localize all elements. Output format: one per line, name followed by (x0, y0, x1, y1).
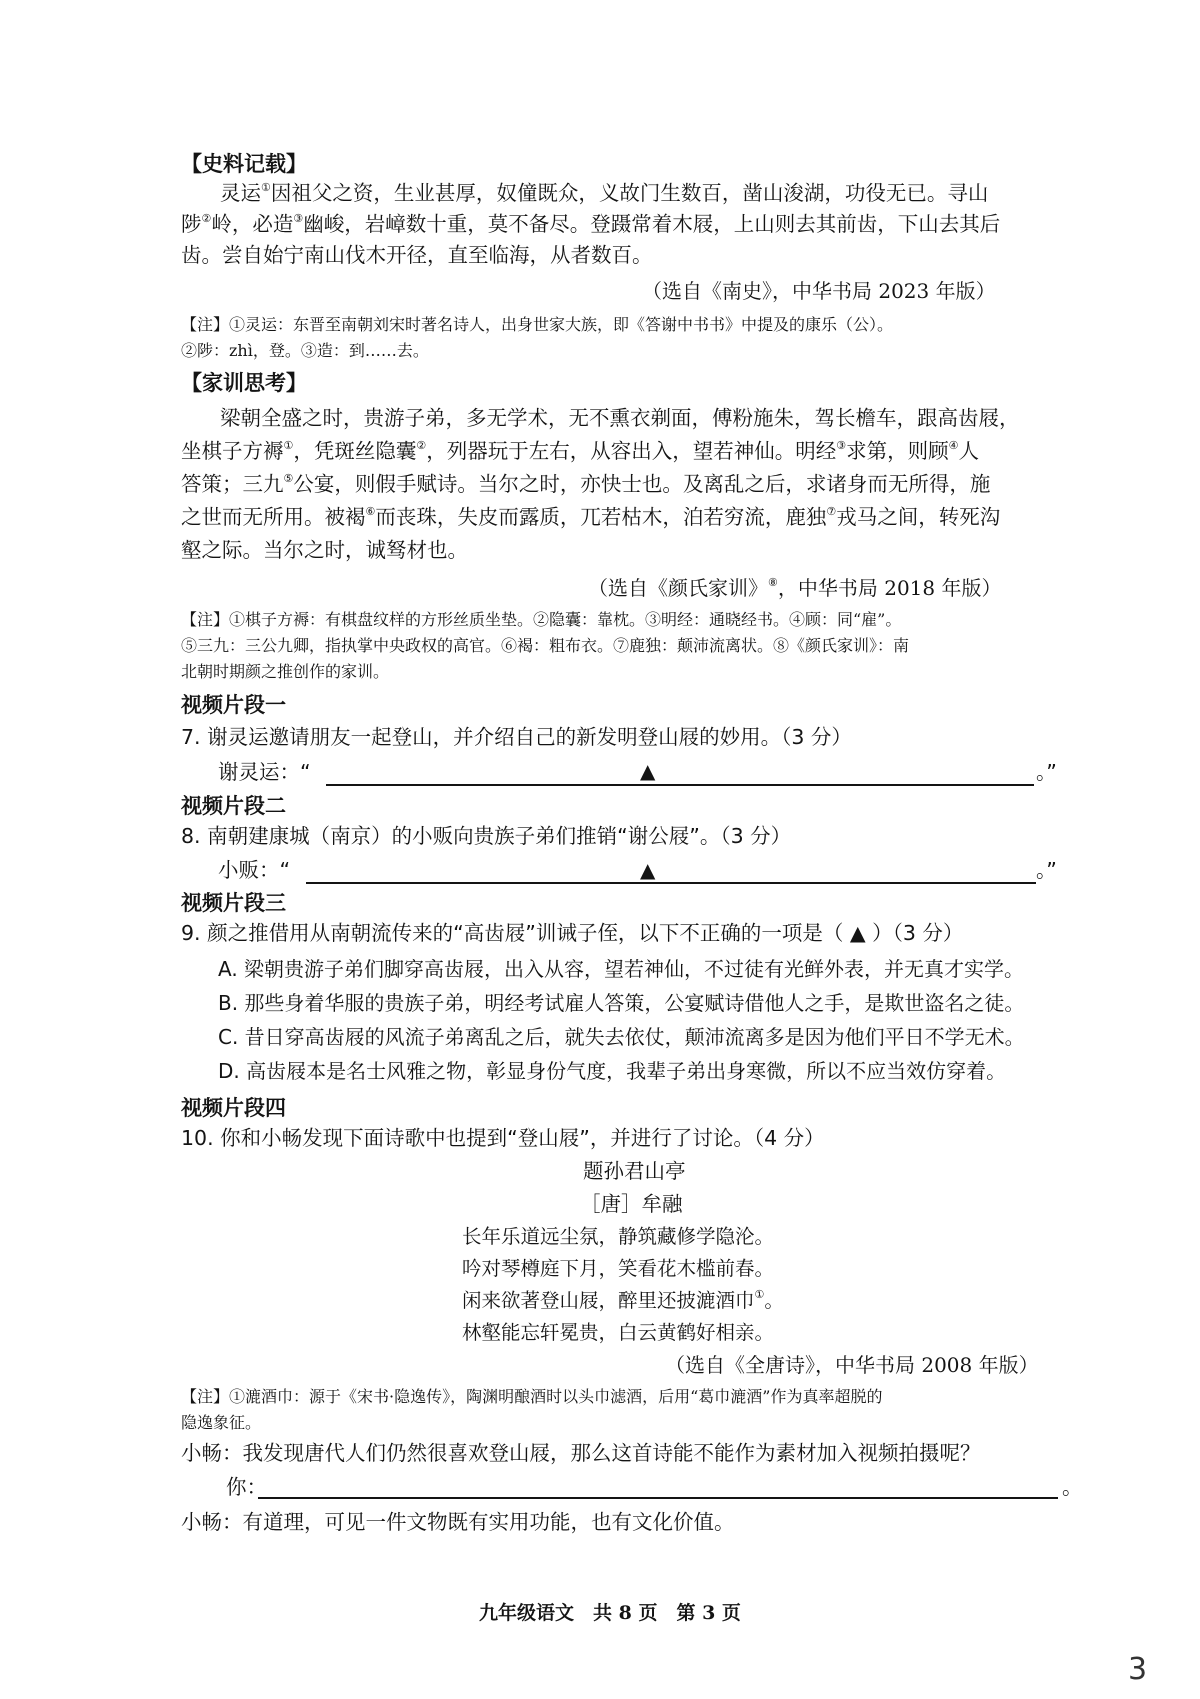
family-text-line: 答策；三九⑤公宴，则假手赋诗。当尔之时，亦快士也。及离乱之后，求诸身而无所得，施 (181, 472, 991, 496)
poem-author: ［唐］牟融 (580, 1192, 683, 1216)
footnote-ref: ③ (293, 212, 304, 225)
page-number: 3 (1128, 1652, 1148, 1687)
question-10: 10. 你和小畅发现下面诗歌中也提到“登山屐”，并进行了讨论。（4 分） (181, 1126, 825, 1150)
question-8: 8. 南朝建康城（南京）的小贩向贵族子弟们推销“谢公屐”。（3 分） (181, 824, 792, 848)
family-text-line: 之世而无所用。被褐⑥而丧珠，失皮而露质，兀若枯木，泊若穷流，鹿独⑦戎马之间，转死沟 (181, 505, 1001, 529)
answer-10-end: 。 (1062, 1475, 1083, 1499)
dialog-xiaochang-1: 小畅：我发现唐代人们仍然很喜欢登山屐，那么这首诗能不能作为素材加入视频拍摄呢？ (181, 1441, 981, 1465)
poem-note-line: 隐逸象征。 (181, 1413, 262, 1432)
answer-7-blank[interactable] (326, 784, 1034, 786)
family-text-line: 坐棋子方褥①，凭斑丝隐囊②，列器玩于左右，从容出入，望若神仙。明经③求第，则顾④人 (181, 439, 979, 463)
family-text-line: 梁朝全盛之时，贵游子弟，多无学术，无不熏衣剃面，傅粉施朱，驾长檐车，跟高齿屐， (220, 406, 1020, 430)
footnote-ref: ① (261, 181, 271, 194)
section-heading-family: 【家训思考】 (181, 370, 307, 395)
history-text-line: 齿。尝自始宁南山伐木开径，直至临海，从者数百。 (181, 243, 653, 267)
poem-line: 吟对琴樽庭下月，笑看花木槛前春。 (462, 1257, 775, 1280)
poem-line: 林壑能忘轩冕贵，白云黄鹤好相亲。 (462, 1321, 775, 1344)
option-d[interactable]: D. 高齿屐本是名士风雅之物，彰显身份气度，我辈子弟出身寒微，所以不应当效仿穿着。 (218, 1059, 1007, 1083)
footnote-ref: ④ (948, 439, 959, 452)
answer-10-blank[interactable] (258, 1497, 1058, 1499)
page-footer: 九年级语文 共 8 页 第 3 页 (479, 1602, 741, 1624)
option-b[interactable]: B. 那些身着华服的贵族子弟，明经考试雇人答策，公宴赋诗借他人之手，是欺世盗名之徒。 (218, 991, 1025, 1015)
history-text-line: 陟②岭，必造③幽峻，岩嶂数十重，莫不备尽。登蹑常着木屐，上山则去其前齿，下山去其后 (181, 212, 1001, 236)
question-9: 9. 颜之推借用从南朝流传来的“高齿屐”训诫子侄，以下不正确的一项是（ ▲ ）（3 分） (181, 921, 964, 945)
clip4-heading: 视频片段四 (181, 1095, 286, 1120)
footnote-ref: ⑥ (365, 505, 376, 518)
option-a[interactable]: A. 梁朝贵游子弟们脚穿高齿屐，出入从容，望若神仙，不过徒有光鲜外表，并无真才实学。 (218, 957, 1025, 981)
footnote-ref: ⑦ (826, 505, 837, 518)
family-source: （选自《颜氏家训》⑧，中华书局 2018 年版） (588, 576, 1002, 600)
footnote-ref: ⑧ (768, 576, 778, 589)
poem-line: 长年乐道远尘氛，静筑藏修学隐沦。 (462, 1225, 775, 1248)
poem-source: （选自《全唐诗》，中华书局 2008 年版） (665, 1353, 1039, 1377)
footnote-ref: ③ (836, 439, 847, 452)
family-note-line: 北朝时期颜之推创作的家训。 (181, 662, 390, 681)
history-note-line: ②陟：zhì，登。③造：到……去。 (181, 341, 429, 360)
answer-7-end: 。” (1036, 760, 1057, 784)
footnote-ref: ② (201, 212, 212, 225)
answer-8-marker: ▲ (640, 858, 656, 882)
answer-10-label: 你： (226, 1475, 267, 1499)
clip2-heading: 视频片段二 (181, 793, 286, 818)
option-c[interactable]: C. 昔日穿高齿屐的风流子弟离乱之后，就失去依仗，颠沛流离多是因为他们平日不学无术。 (218, 1025, 1025, 1049)
history-source: （选自《南史》，中华书局 2023 年版） (642, 279, 996, 303)
footnote-ref: ① (754, 1288, 765, 1301)
clip3-heading: 视频片段三 (181, 890, 286, 915)
section-heading-history: 【史料记载】 (181, 151, 307, 176)
history-text-line: 灵运①因祖父之资，生业甚厚，奴僮既众，义故门生数百，凿山浚湖，功役无已。寻山 (220, 181, 989, 205)
dialog-xiaochang-2: 小畅：有道理，可见一件文物既有实用功能，也有文化价值。 (181, 1510, 735, 1534)
family-note-line: 【注】①棋子方褥：有棋盘纹样的方形丝质坐垫。②隐囊：靠枕。③明经：通晓经书。④顾：同“雇”。 (181, 610, 902, 629)
footnote-ref: ① (283, 439, 294, 452)
poem-note-line: 【注】①漉酒巾：源于《宋书·隐逸传》，陶渊明酿酒时以头巾滤酒，后用“葛巾漉酒”作为真率超脱的 (181, 1387, 883, 1406)
poem-line: 闲来欲著登山屐，醉里还披漉酒巾①。 (462, 1288, 784, 1312)
answer-8-end: 。” (1036, 858, 1057, 882)
answer-7-speaker: 谢灵运：“ (218, 760, 311, 784)
poem-title: 题孙君山亭 (583, 1159, 686, 1183)
clip1-heading: 视频片段一 (181, 692, 286, 717)
family-note-line: ⑤三九：三公九卿，指执掌中央政权的高官。⑥褐：粗布衣。⑦鹿独：颠沛流离状。⑧《颜氏家训》：南 (181, 636, 910, 655)
history-note-line: 【注】①灵运：东晋至南朝刘宋时著名诗人，出身世家大族，即《答谢中书书》中提及的康乐（公）。 (181, 315, 894, 334)
answer-8-speaker: 小贩：“ (218, 858, 291, 882)
answer-8-blank[interactable] (306, 882, 1036, 884)
answer-7-marker: ▲ (640, 759, 656, 783)
footnote-ref: ⑤ (283, 472, 294, 485)
question-7: 7. 谢灵运邀请朋友一起登山，并介绍自己的新发明登山屐的妙用。（3 分） (181, 725, 852, 749)
family-text-line: 壑之际。当尔之时，诚驽材也。 (181, 538, 468, 562)
footnote-ref: ② (416, 439, 427, 452)
